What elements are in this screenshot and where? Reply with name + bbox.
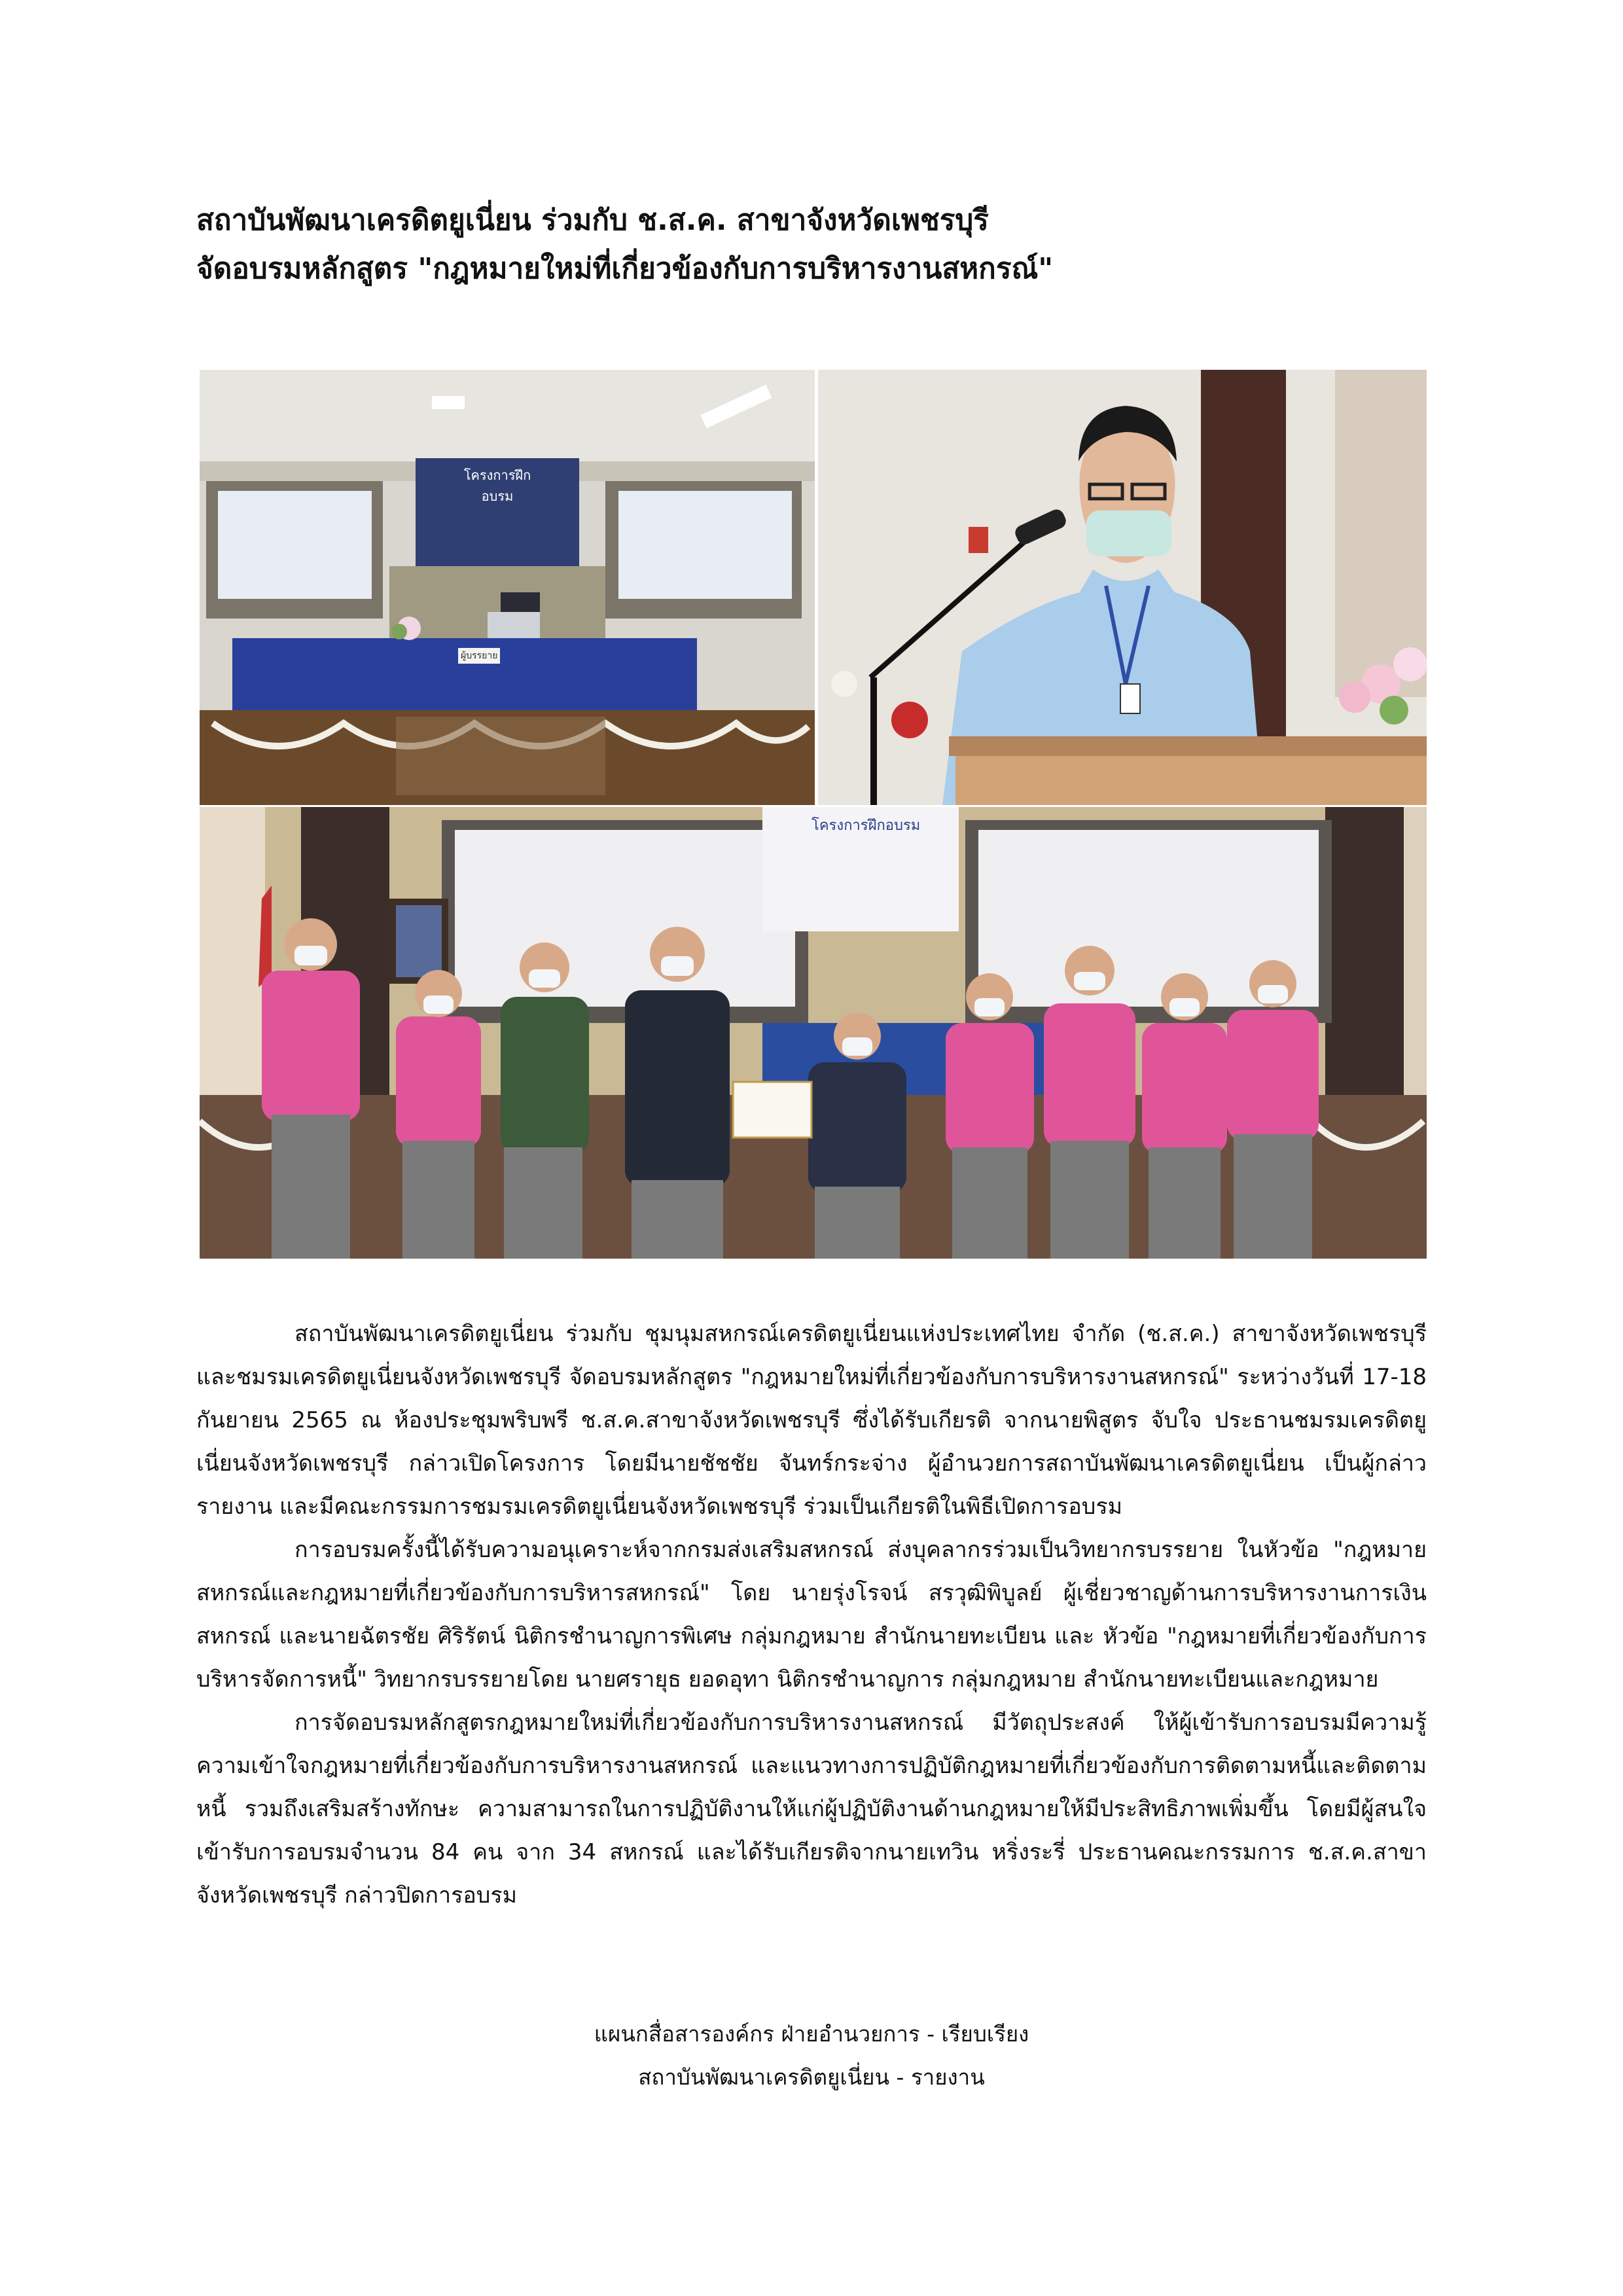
group-banner-text: โครงการฝึกอบรม <box>812 817 921 834</box>
credit-line-reporter: สถาบันพัฒนาเครดิตยูเนี่ยน - รายงาน <box>638 2064 985 2090</box>
article-heading <box>196 196 1440 293</box>
article-paragraph: การอบรมครั้งนี้ได้รับความอนุเคราะห์จากกรมส่งเสริมสหกรณ์ ส่งบุคลากรร่วมเป็นวิทยากรบรรยาย ในหัวข้อ "กฎหมายสหกรณ์และกฎหมายที่เกี่ยวข้องกับการบริหารสหกรณ์" โดย นายรุ่งโรจน์ สรวุฒิพิบูลย์ ผู้เชี่ยวชาญด้านการบริหารงานการเงินสหกรณ์ และนายฉัตรชัย ศิริรัตน์ นิติกรชำนาญการพิเศษ กลุ่มกฎหมาย สำนักนายทะเบียน และ หัวข้อ "กฎหมายที่เกี่ยวข้องกับการบริหารจัดการหนี้" วิทยากรบรรยายโดย นายศรายุธ ยอดอุทา นิติกรชำนาญการ กลุ่มกฎหมาย สำนักนายทะเบียนและกฎหมาย <box>196 1537 1427 1693</box>
banner-text: โครงการฝึกอบรม <box>463 467 531 504</box>
article-paragraph: สถาบันพัฒนาเครดิตยูเนี่ยน ร่วมกับ ชุมนุมสหกรณ์เครดิตยูเนี่ยนแห่งประเทศไทย จำกัด (ช.ส.ค.) สาขาจังหวัดเพชรบุรี และชมรมเครดิตยูเนี่ยนจังหวัดเพชรบุรี จัดอบรมหลักสูตร "กฎหมายใหม่ที่เกี่ยวข้องกับการบริหารงานสหกรณ์" ระหว่างวันที่ 17-18 กันยายน 2565 ณ ห้องประชุมพริบพรี ช.ส.ค.สาขาจังหวัดเพชรบุรี ซึ่งได้รับเกียรติ จากนายพิสูตร จับใจ ประธานชมรมเครดิตยูเนี่ยนจังหวัดเพชรบุรี กล่าวเปิดโครงการ โดยมีนายชัชชัย จันทร์กระจ่าง ผู้อำนวยการสถาบันพัฒนาเครดิตยูเนี่ยน เป็นผู้กล่าวรายงาน และมีคณะกรรมการชมรมเครดิตยูเนี่ยนจังหวัดเพชรบุรี ร่วมเป็นเกียรติในพิธีเปิดการอบรม <box>196 1321 1427 1520</box>
article-body <box>196 1312 1427 1917</box>
article-credits <box>196 2013 1427 2099</box>
heading-line-2: จัดอบรมหลักสูตร "กฎหมายใหม่ที่เกี่ยวข้องกับการบริหารงานสหกรณ์" <box>196 252 1054 285</box>
credit-line-editor: แผนกสื่อสารองค์กร ฝ่ายอำนวยการ - เรียบเรียง <box>594 2021 1029 2047</box>
heading-line-1: สถาบันพัฒนาเครดิตยูเนี่ยน ร่วมกับ ช.ส.ค. สาขาจังหวัดเพชรบุรี <box>196 204 989 237</box>
photo-seminar-room <box>200 370 815 805</box>
article-paragraph: การจัดอบรมหลักสูตรกฎหมายใหม่ที่เกี่ยวข้องกับการบริหารงานสหกรณ์ มีวัตถุประสงค์ ให้ผู้เข้ารับการอบรมมีความรู้ ความเข้าใจกฎหมายที่เกี่ยวข้องกับการบริหารงานสหกรณ์ และแนวทางการปฏิบัติกฎหมายที่เกี่ยวข้องกับการติดตามหนี้และติดตามหนี้ รวมถึงเสริมสร้างทักษะ ความสามารถในการปฏิบัติงานให้แก่ผู้ปฏิบัติงานด้านกฎหมายให้มีประสิทธิภาพเพิ่มขึ้น โดยมีผู้สนใจเข้ารับการอบรมจำนวน 84 คน จาก 34 สหกรณ์ และได้รับเกียรติจากนายเทวิน หริ่งระรี่ ประธานคณะกรรมการ ช.ส.ค.สาขาจังหวัดเพชรบุรี กล่าวปิดการอบรม <box>196 1710 1427 1909</box>
photo-group <box>200 807 1427 1259</box>
table-sign: ผู้บรรยาย <box>458 648 500 664</box>
photo-speaker-podium <box>818 370 1427 805</box>
